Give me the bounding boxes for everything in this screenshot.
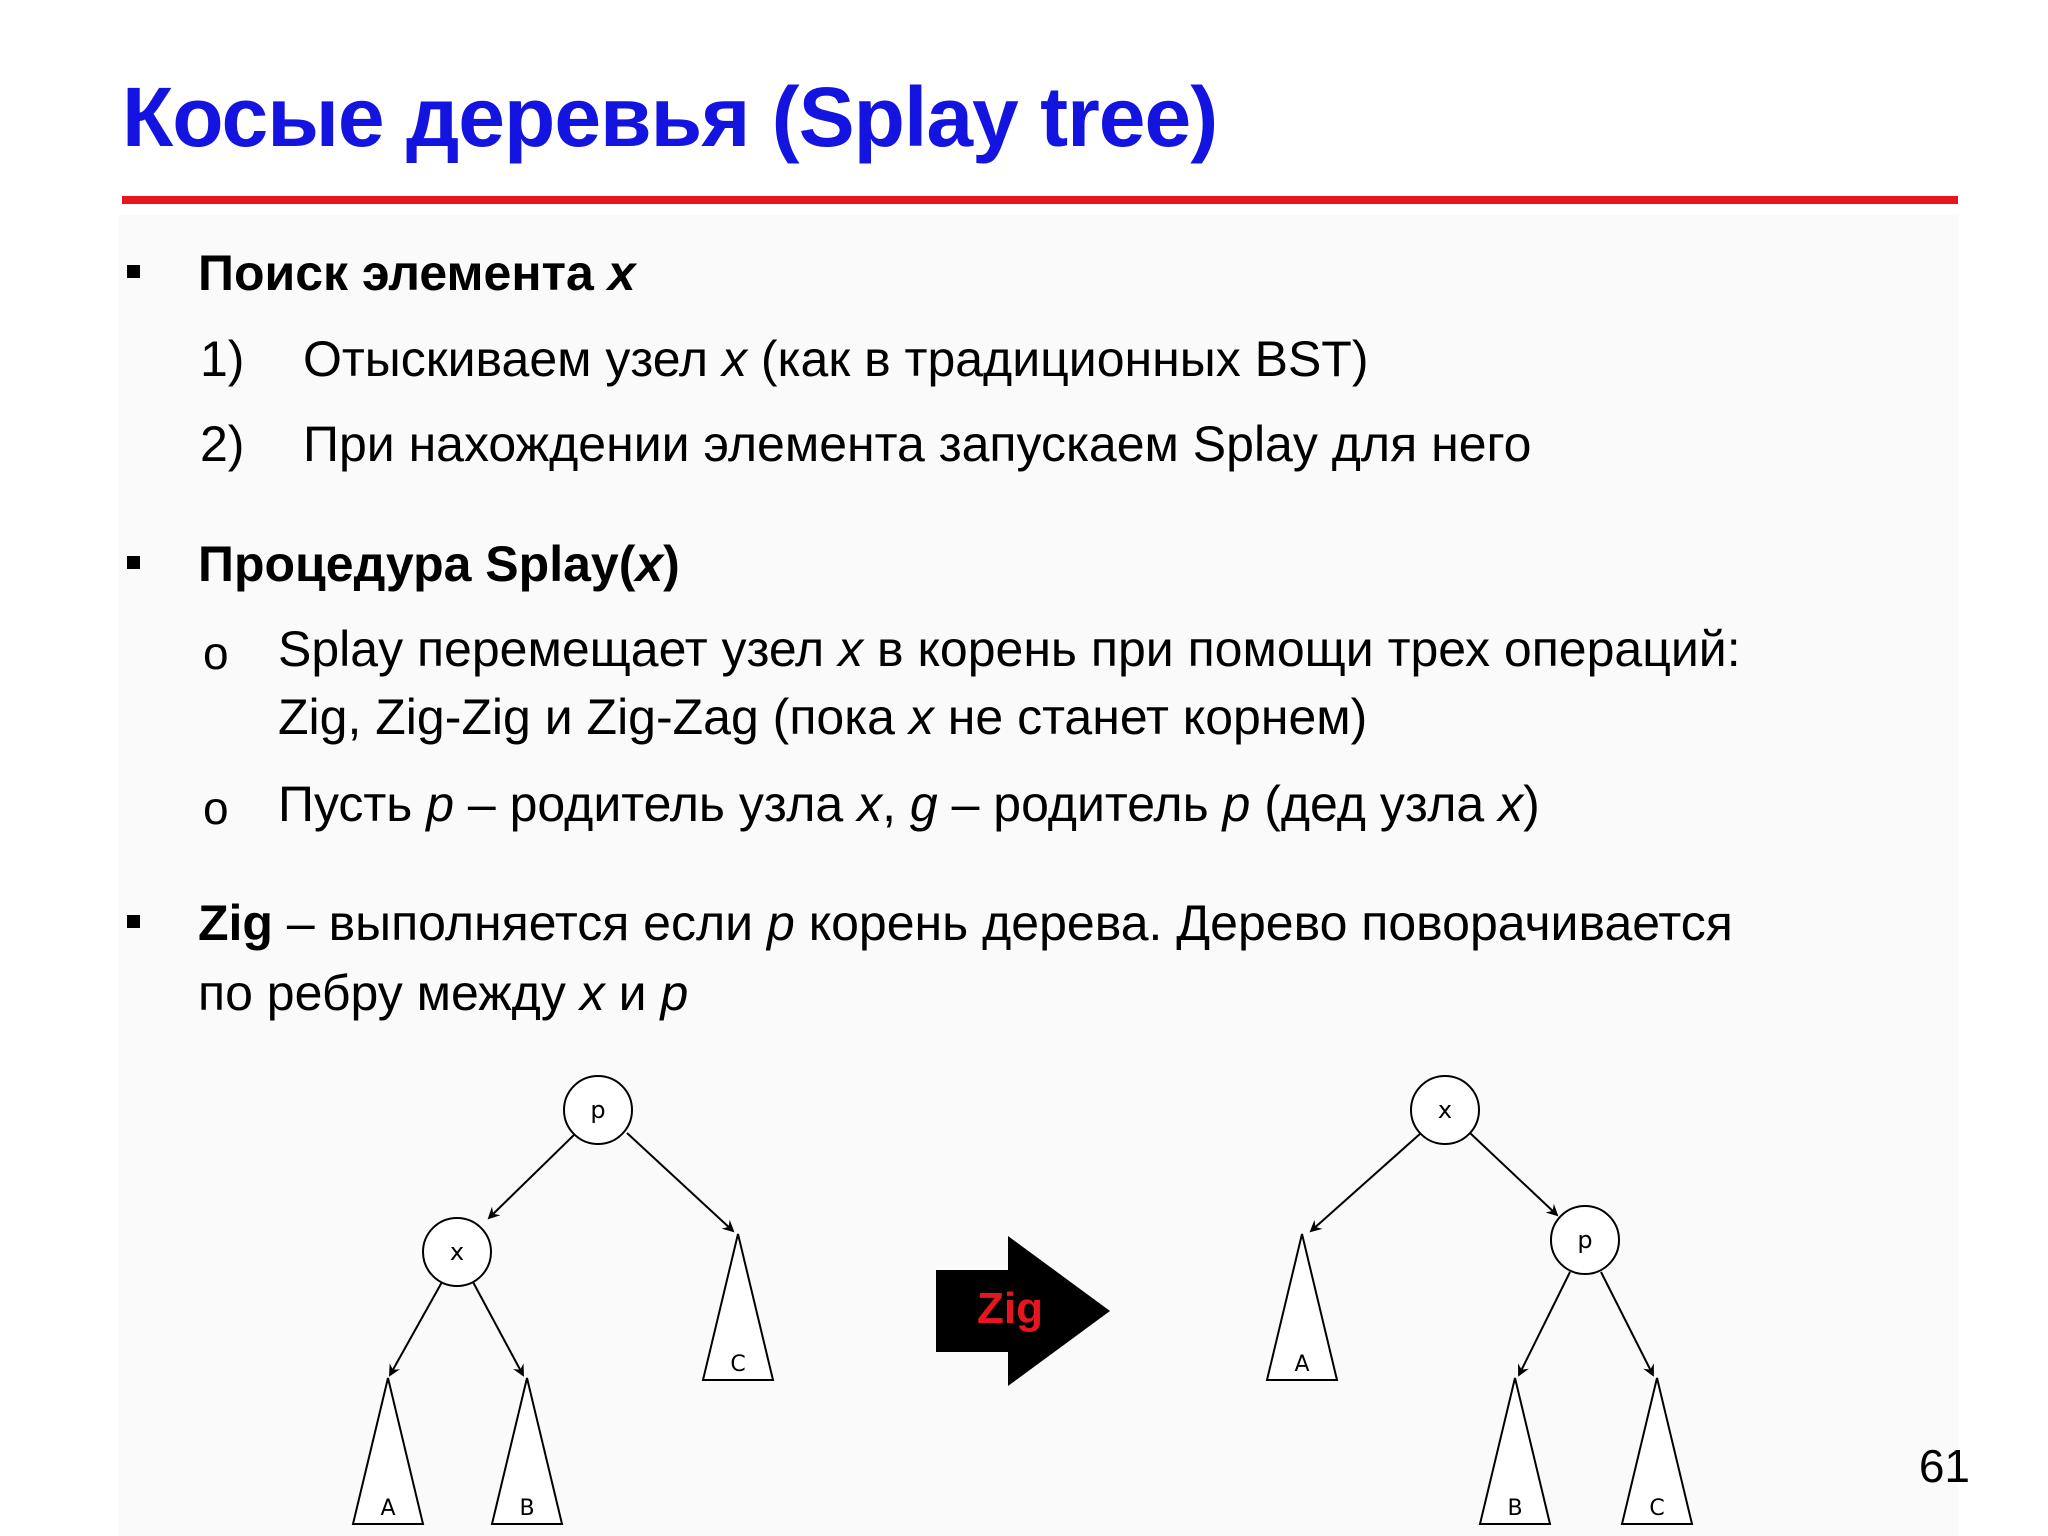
bullet-square-icon	[127, 915, 140, 928]
item-var: p	[1222, 776, 1251, 832]
circle-bullet-icon: o	[203, 627, 229, 679]
zig-text: корень дерева. Дерево поворачивается	[794, 895, 1733, 951]
zig-line-1	[198, 892, 1733, 954]
item-text: в корень при помощи трех операций:	[863, 621, 1741, 677]
tree-edge	[1311, 1133, 1421, 1231]
item-text: не станет корнем)	[933, 689, 1368, 745]
subtree-label: B	[1507, 1496, 1523, 1521]
search-heading	[198, 242, 636, 304]
subtree-label: B	[519, 1496, 535, 1521]
item-text: Splay перемещает узел	[278, 621, 839, 677]
tree-node-label: x	[1437, 1096, 1453, 1124]
item-var: x	[1498, 776, 1524, 832]
zig-arrow-label: Zig	[977, 1284, 1043, 1333]
step-var: x	[722, 331, 747, 387]
bullet-square-icon	[127, 265, 140, 278]
step-number: 1)	[200, 331, 245, 387]
procedure-item-1-line-2	[278, 686, 1367, 748]
zig-line-2	[198, 962, 688, 1024]
step-text: (как в традиционных BST)	[747, 331, 1369, 387]
tree-edge	[489, 1133, 576, 1218]
zig-text: и	[604, 965, 661, 1021]
page-number: 61	[1918, 1440, 1970, 1492]
item-text: Zig, Zig-Zig и Zig-Zag (пока	[278, 689, 909, 745]
item-text: (дед узла	[1250, 776, 1499, 832]
zig-term: Zig	[198, 895, 273, 951]
bullet-square-icon	[127, 556, 140, 569]
tree-edge	[473, 1282, 523, 1375]
item-var: x	[908, 689, 934, 745]
item-text: – родитель узла	[454, 776, 858, 832]
slide-title: Косые деревья (Splay tree)	[122, 70, 1218, 164]
tree-edge	[1470, 1133, 1557, 1215]
zig-text: – выполняется если	[272, 895, 767, 951]
step-number: 2)	[200, 416, 245, 472]
left-tree	[353, 1076, 773, 1524]
zig-arrow	[936, 1236, 1110, 1386]
subtree-label: C	[1649, 1496, 1665, 1521]
subtree-label: A	[1294, 1352, 1310, 1377]
tree-node-label: p	[1577, 1226, 1593, 1254]
tree-edge	[1519, 1272, 1570, 1375]
item-text: )	[1523, 776, 1540, 832]
tree-node-label: p	[590, 1096, 606, 1124]
item-text: Пусть	[278, 776, 427, 832]
procedure-heading-close: )	[663, 536, 680, 592]
right-tree	[1267, 1076, 1692, 1524]
title-underline	[122, 196, 1958, 204]
tree-node-label: x	[449, 1238, 465, 1266]
subtree-label: C	[730, 1352, 746, 1377]
procedure-heading-label: Процедура Splay(	[198, 536, 636, 592]
search-step-2: При нахождении элемента запускаем Splay для него	[303, 416, 1532, 472]
tree-edge	[390, 1282, 442, 1375]
search-heading-label: Поиск элемента	[198, 245, 594, 301]
item-text: ,	[882, 776, 910, 832]
procedure-item-1-line-1	[278, 618, 1741, 680]
zig-var: p	[660, 965, 689, 1021]
item-var: x	[857, 776, 883, 832]
circle-bullet-icon: o	[203, 782, 229, 834]
subtree-label: A	[380, 1496, 396, 1521]
procedure-heading-var: x	[635, 536, 664, 592]
zig-var: x	[579, 965, 605, 1021]
tree-edge	[1601, 1272, 1653, 1375]
item-var: p	[426, 776, 455, 832]
procedure-item-2	[278, 773, 1540, 835]
item-var: x	[838, 621, 864, 677]
item-var: g	[909, 776, 938, 832]
item-text: – родитель	[937, 776, 1223, 832]
procedure-heading	[198, 533, 680, 595]
search-heading-var: x	[607, 245, 636, 301]
zig-var: p	[766, 895, 795, 951]
tree-edge	[627, 1133, 733, 1231]
search-step-1	[303, 328, 1368, 390]
zig-rotation-diagram	[0, 1060, 2048, 1536]
step-text: Отыскиваем узел	[303, 331, 722, 387]
zig-text: по ребру между	[198, 965, 580, 1021]
